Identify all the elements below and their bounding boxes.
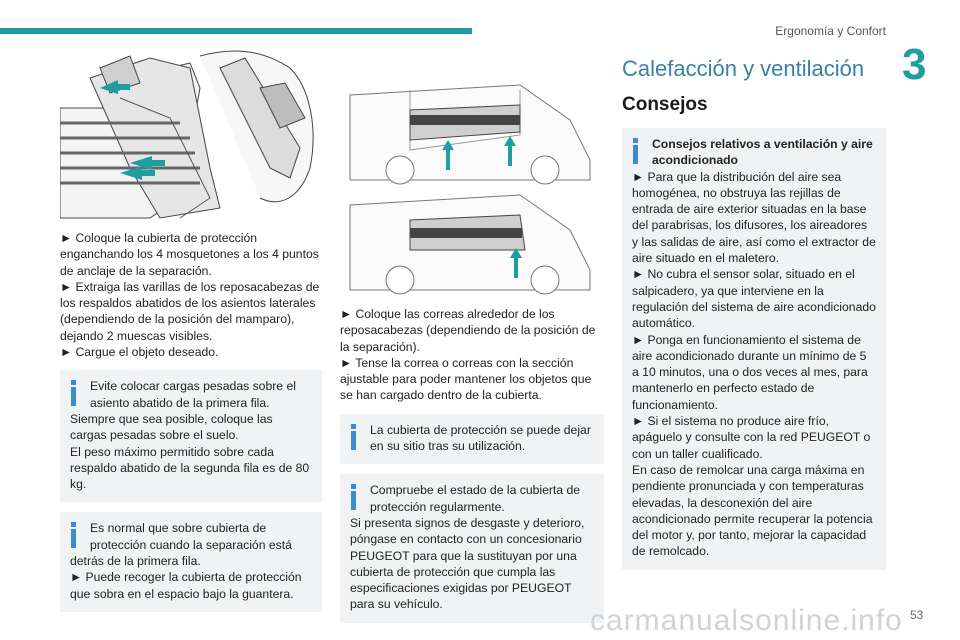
cover-steps: ► Coloque la cubierta de protección enganchando los 4 mosquetones a los 4 puntos de anclaje de la separación. ► Extraiga las varillas de los reposacabezas de los respaldos abatidos de los asientos laterales (dependiendo de la posición del mamparo), dejando 2 muescas visibles. ► Cargue el objeto deseado. bbox=[60, 231, 320, 360]
sub-title: Consejos bbox=[622, 94, 708, 115]
strap-steps: ► Coloque las correas alrededor de los reposacabezas (dependiendo de la posición de la separación). ► Tense la correa o correas con la sección ajustable para poder mantener los objetos que se han cargado dentro de la cubierta. bbox=[340, 307, 596, 403]
info-box-text: ► Para que la distribución del aire sea homogénea, no obstruya las rejillas de entrada de aire exterior situadas en la base del parabrisas, los difusores, los aireadores y las salidas de aire, así como el extractor de aire situado en el maletero. ► No cubra el sensor solar, situado en el salpicadero, ya que interviene en la regulación del sistema de aire acondicionado automático. ► Ponga en funcionamiento el sistema de aire acondicionado durante un mínimo de 5 a 10 minutos, una o dos veces al mes, para mantenerlo en perfecto estado de funcionamiento. ► Si el sistema no produce aire frío, apáguelo y consulte con la red PEUGEOT o con un taller cualificado. En caso de remolcar una carga máxima en pendiente pronunciada y con temperaturas elevadas, la desconexión del aire acondicionado permite recuperar la potencia del motor y, por tanto, mejorar la capacidad de remolcado. bbox=[632, 169, 876, 559]
chapter-title: Ergonomía y Confort bbox=[775, 24, 886, 38]
chapter-number: 3 bbox=[902, 40, 927, 89]
column-right bbox=[622, 128, 886, 570]
van-strap-illustration bbox=[340, 70, 604, 296]
info-box-lead: Consejos relativos a ventilación y aire acondicionado bbox=[652, 137, 873, 168]
info-box-text: Siempre que sea posible, coloque las cargas pesadas sobre el suelo. El peso máximo permitido sobre cada respaldo abatido de la segunda fila es de 80 kg. bbox=[70, 411, 310, 492]
info-box-lead: La cubierta de protección se puede dejar en su sitio tras su utilización. bbox=[370, 422, 591, 454]
info-box-ventilation-advice bbox=[622, 128, 886, 570]
info-box-text: detrás de la primera fila. ► Puede recoger la cubierta de protección que sobra en el espacio bajo la guantera. bbox=[70, 554, 302, 601]
van-bottom-drawing bbox=[350, 195, 590, 294]
info-icon bbox=[350, 424, 358, 450]
info-icon bbox=[632, 138, 640, 164]
info-box-leave-cover bbox=[340, 414, 604, 465]
info-icon bbox=[350, 484, 358, 510]
info-box-excess-cover bbox=[60, 512, 322, 611]
column-middle bbox=[340, 306, 604, 623]
info-box-check-cover bbox=[340, 474, 604, 622]
info-box-lead: Es normal que sobre cubierta de protección cuando la separación está bbox=[90, 521, 292, 552]
seat-and-cover-drawing bbox=[60, 48, 320, 224]
info-icon bbox=[70, 522, 78, 548]
van-top-drawing bbox=[350, 85, 590, 184]
info-box-lead: Compruebe el estado de la cubierta de protección regularmente. bbox=[370, 483, 581, 514]
info-box-heavy-loads bbox=[60, 370, 322, 502]
cover-hooking-illustration bbox=[60, 48, 320, 224]
info-icon bbox=[70, 380, 78, 406]
header-accent-bar bbox=[0, 28, 472, 34]
page-number: 53 bbox=[910, 608, 924, 622]
info-box-text: Si presenta signos de desgaste y deterioro, póngase en contacto con un concesionario PEUGEOT para que la sustituyan por una cubierta de protección que cumpla las especificaciones exigidas por PEUGEOT para su vehículo. bbox=[350, 515, 585, 612]
column-left bbox=[60, 230, 322, 612]
section-title: Calefacción y ventilación bbox=[622, 56, 865, 81]
info-box-lead: Evite colocar cargas pesadas sobre el asiento abatido de la primera fila. bbox=[90, 379, 296, 410]
watermark: carmanualsonline.info bbox=[590, 604, 903, 637]
